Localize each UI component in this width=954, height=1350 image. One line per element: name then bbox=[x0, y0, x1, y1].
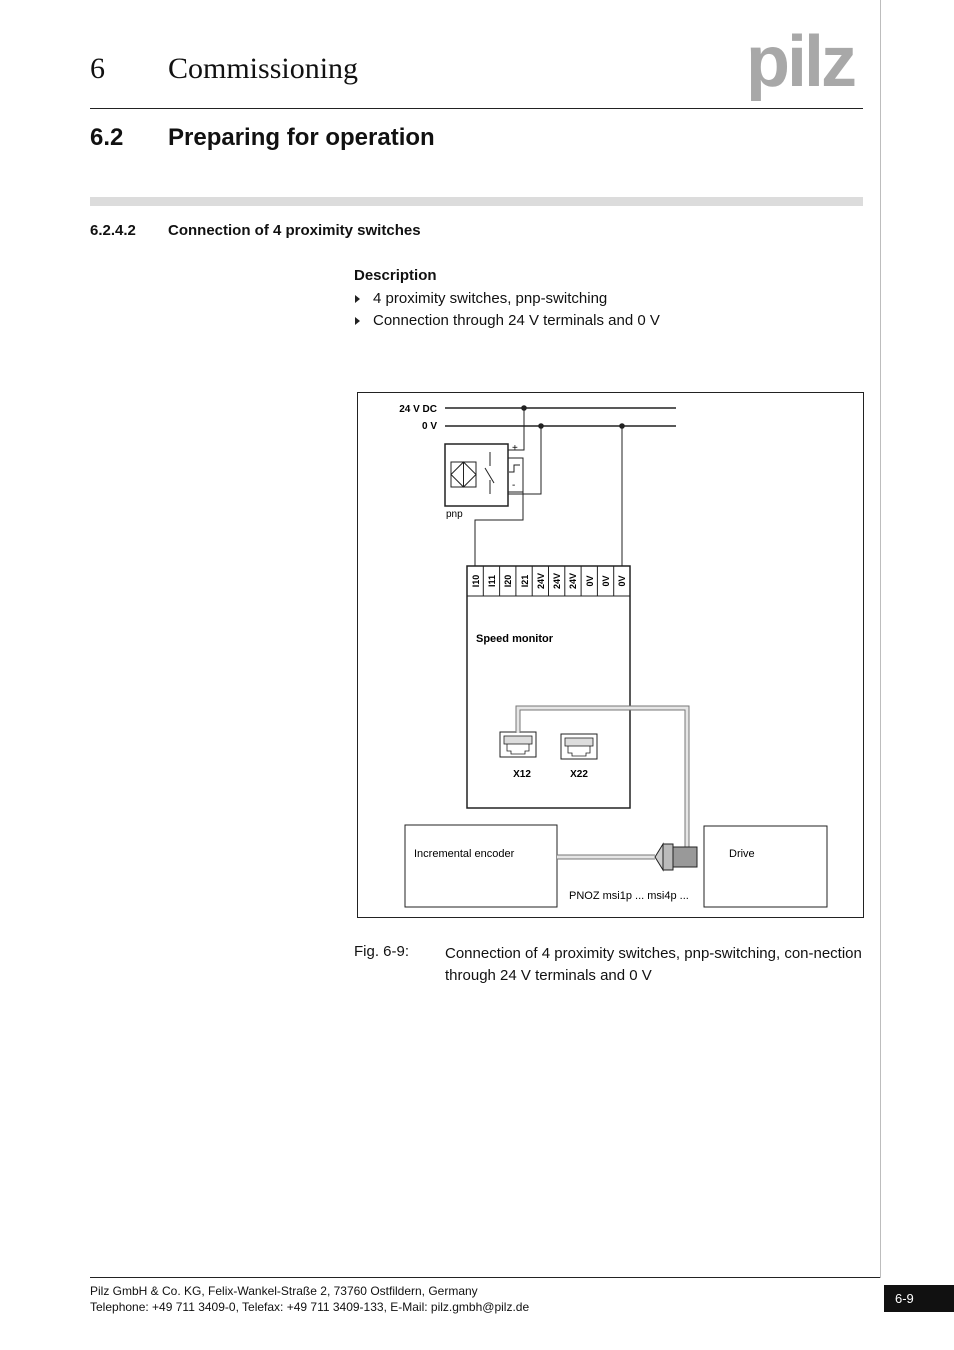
port-x12-label: X12 bbox=[513, 769, 531, 780]
subsection-title: Connection of 4 proximity switches bbox=[168, 222, 421, 239]
encoder-label: Incremental encoder bbox=[414, 848, 515, 860]
section-divider-bar bbox=[90, 197, 863, 206]
bullet-text: 4 proximity switches, pnp-switching bbox=[373, 290, 608, 307]
page-number-badge: 6-9 bbox=[884, 1285, 954, 1312]
header-rule bbox=[90, 108, 863, 109]
section-number: 6.2 bbox=[90, 124, 124, 151]
terminal-label: 0V bbox=[617, 575, 627, 587]
incremental-encoder bbox=[405, 825, 557, 907]
label-pnp: pnp bbox=[446, 509, 463, 520]
footer-address: Pilz GmbH & Co. KG, Felix-Wankel-Straße 2, 73760 Ostfildern, Germany bbox=[90, 1284, 478, 1298]
terminal-label: I20 bbox=[503, 574, 513, 588]
terminal-label: 24V bbox=[568, 572, 578, 590]
description-heading: Description bbox=[354, 267, 437, 284]
chapter-number: 6 bbox=[90, 52, 105, 85]
port-x12-icon bbox=[500, 732, 536, 757]
terminal-label: 24V bbox=[536, 572, 546, 590]
terminal-label: I10 bbox=[471, 574, 481, 588]
subsection-number: 6.2.4.2 bbox=[90, 222, 136, 239]
figure-caption-text: Connection of 4 proximity switches, pnp-switching, con-nection through 24 V terminals and 0 V bbox=[445, 945, 862, 984]
page-margin-rule bbox=[880, 0, 881, 1278]
terminal-label: 0V bbox=[585, 575, 595, 587]
bullet-arrow-icon bbox=[355, 317, 360, 325]
section-title: Preparing for operation bbox=[168, 124, 435, 151]
label-minus: - bbox=[512, 480, 516, 491]
bullet-item bbox=[354, 312, 660, 329]
bullet-text: Connection through 24 V terminals and 0 V bbox=[373, 312, 660, 329]
terminal-label: 0V bbox=[601, 575, 611, 587]
label-24v-dc: 24 V DC bbox=[399, 404, 437, 415]
footer-rule bbox=[90, 1277, 880, 1278]
label-plus: + bbox=[512, 443, 518, 454]
cable-label: PNOZ msi1p ... msi4p ... bbox=[569, 890, 689, 902]
speed-monitor bbox=[467, 566, 630, 808]
wiring-diagram bbox=[357, 392, 864, 918]
cable-connector-icon bbox=[655, 844, 697, 870]
figure-caption-label: Fig. 6-9: bbox=[354, 943, 410, 960]
bullet-arrow-icon bbox=[355, 295, 360, 303]
terminal-label: I11 bbox=[487, 574, 497, 588]
drive bbox=[704, 826, 827, 907]
pilz-logo: pilz bbox=[746, 22, 854, 102]
bullet-item bbox=[354, 290, 607, 307]
label-0v: 0 V bbox=[421, 421, 437, 432]
port-x22-icon bbox=[561, 734, 597, 759]
footer-contact: Telephone: +49 711 3409-0, Telefax: +49 711 3409-133, E-Mail: pilz.gmbh@pilz.de bbox=[90, 1300, 530, 1314]
drive-label: Drive bbox=[729, 848, 755, 860]
speed-monitor-label: Speed monitor bbox=[476, 633, 554, 645]
terminal-label: 24V bbox=[552, 572, 562, 590]
port-x22-label: X22 bbox=[570, 769, 588, 780]
terminal-label: I21 bbox=[520, 574, 530, 588]
chapter-title: Commissioning bbox=[168, 52, 359, 85]
